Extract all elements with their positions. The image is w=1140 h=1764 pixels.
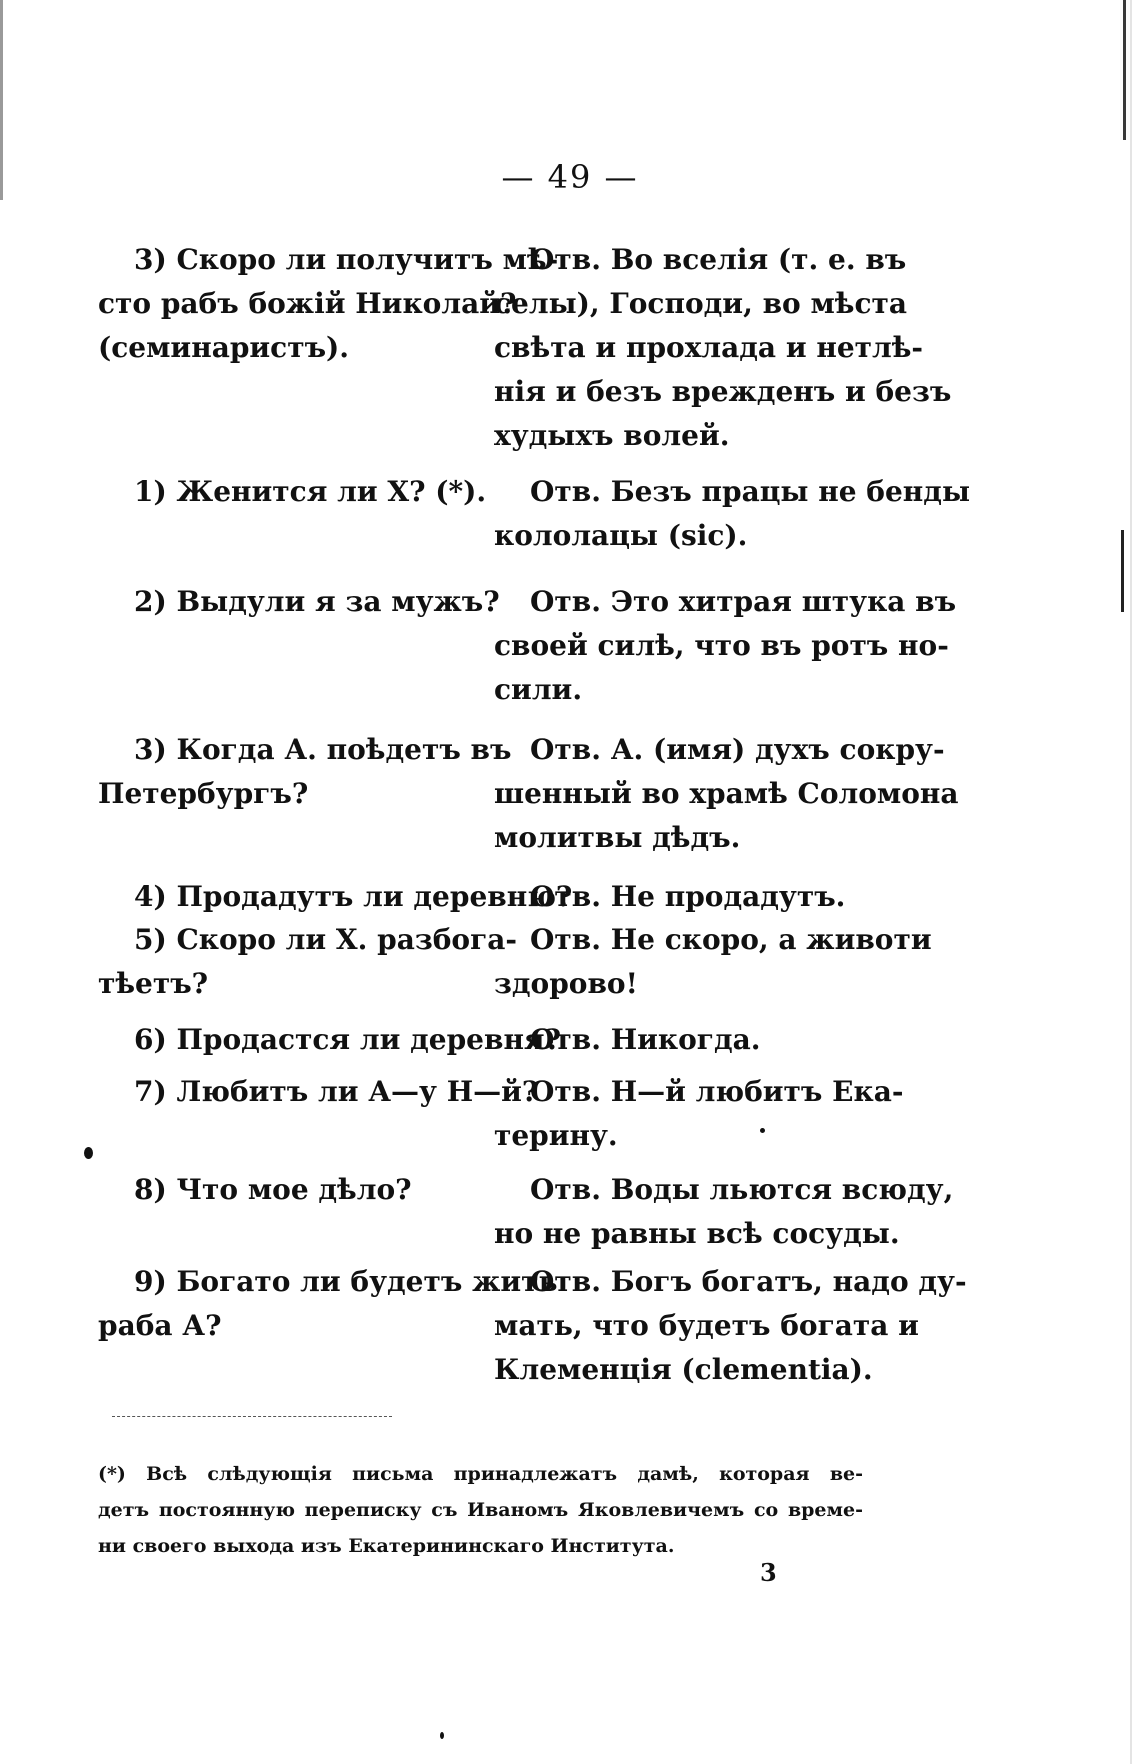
question-line: (семинаристъ). — [98, 331, 350, 364]
answer-line: сили. — [494, 673, 583, 706]
answer — [494, 1260, 967, 1392]
question-line: 1) Женится ли X? (*). — [134, 475, 487, 508]
answer-line: Отв. Н—й любитъ Ека- — [530, 1075, 904, 1108]
footnote-separator — [112, 1416, 392, 1417]
answer-line: Отв. Воды льются всюду, — [530, 1173, 954, 1206]
question — [98, 580, 500, 624]
question — [98, 238, 559, 370]
answer-line: мать, что будетъ богата и — [494, 1309, 919, 1342]
answer-line: нія и безъ врежденъ и безъ — [494, 375, 952, 408]
answer-line: молитвы дѣдъ. — [494, 821, 741, 854]
answer-line: но не равны всѣ сосуды. — [494, 1217, 900, 1250]
answer — [494, 1168, 954, 1256]
answer-line: кололацы (sic). — [494, 519, 748, 552]
answer-line: Отв. Не скоро, а животи — [530, 923, 932, 956]
footnote-line: детъ постоянную переписку съ Иваномъ Яковлевичемъ со време- — [98, 1499, 863, 1521]
answer-line: своей силѣ, что въ ротъ но- — [494, 629, 949, 662]
question — [98, 1070, 539, 1114]
question-line: 3) Скоро ли получитъ мѣ- — [134, 243, 559, 276]
answer-line: Отв. Никогда. — [530, 1023, 761, 1056]
ink-speck — [440, 1732, 444, 1739]
question-line: 9) Богато ли будетъ жить — [134, 1265, 558, 1298]
page-edge-right-top — [1123, 0, 1126, 140]
question — [98, 728, 512, 816]
page-edge-right — [1130, 0, 1132, 1764]
answer — [494, 1018, 864, 1062]
ink-speck — [84, 1147, 93, 1159]
answer-line: Клеменція (clementia). — [494, 1353, 873, 1386]
question-line: тѣетъ? — [98, 967, 209, 1000]
answer-line: здорово! — [494, 967, 638, 1000]
answer — [494, 470, 971, 558]
question-line: 2) Выдули я за мужъ? — [134, 585, 500, 618]
answer-line: Отв. Это хитрая штука въ — [530, 585, 957, 618]
question — [98, 1168, 470, 1212]
answer-line: терину. — [494, 1119, 618, 1152]
question — [98, 918, 518, 1006]
answer-line: Отв. А. (имя) духъ сокру- — [530, 733, 945, 766]
question-line: 8) Что мое дѣло? — [134, 1173, 412, 1206]
answer-line: Отв. Богъ богатъ, надо ду- — [530, 1265, 967, 1298]
answer-line: Отв. Во вселія (т. е. въ — [530, 243, 907, 276]
page-number: — 49 — — [501, 158, 639, 196]
ink-speck — [760, 1128, 765, 1133]
answer-line: шенный во храмѣ Соломона — [494, 777, 959, 810]
question-line: Петербургъ? — [98, 777, 309, 810]
footnote — [98, 1456, 863, 1564]
answer — [494, 238, 952, 458]
answer — [494, 580, 957, 712]
answer-line: Отв. Безъ працы не бенды — [530, 475, 971, 508]
answer — [494, 1070, 904, 1158]
footnote-line: (*) Всѣ слѣдующія письма принадлежатъ дамѣ, которая ве- — [98, 1463, 863, 1485]
answer — [494, 918, 932, 1006]
question-line: 3) Когда А. поѣдетъ въ — [134, 733, 512, 766]
question-line: 6) Продастся ли деревня? — [134, 1023, 562, 1056]
answer — [494, 875, 864, 919]
signature-mark: 3 — [760, 1558, 777, 1587]
answer-line: худыхъ волей. — [494, 419, 730, 452]
question-line: раба А? — [98, 1309, 222, 1342]
question — [98, 1260, 558, 1348]
footnote-line: ни своего выхода изъ Екатерининскаго Института. — [98, 1535, 675, 1557]
question — [98, 875, 573, 919]
question-line: 7) Любитъ ли А—у Н—й? — [134, 1075, 539, 1108]
answer-line: Отв. Не продадутъ. — [530, 880, 846, 913]
answer-line: селы), Господи, во мѣста — [494, 287, 907, 320]
question — [98, 1018, 562, 1062]
answer — [494, 728, 959, 860]
page-edge-right-mark — [1121, 530, 1124, 612]
question — [98, 470, 487, 514]
question-line: 5) Скоро ли X. разбога- — [134, 923, 518, 956]
question-line: 4) Продадутъ ли деревню? — [134, 880, 573, 913]
question-line: сто рабъ божій Николай? — [98, 287, 517, 320]
answer-line: свѣта и прохлада и нетлѣ- — [494, 331, 924, 364]
